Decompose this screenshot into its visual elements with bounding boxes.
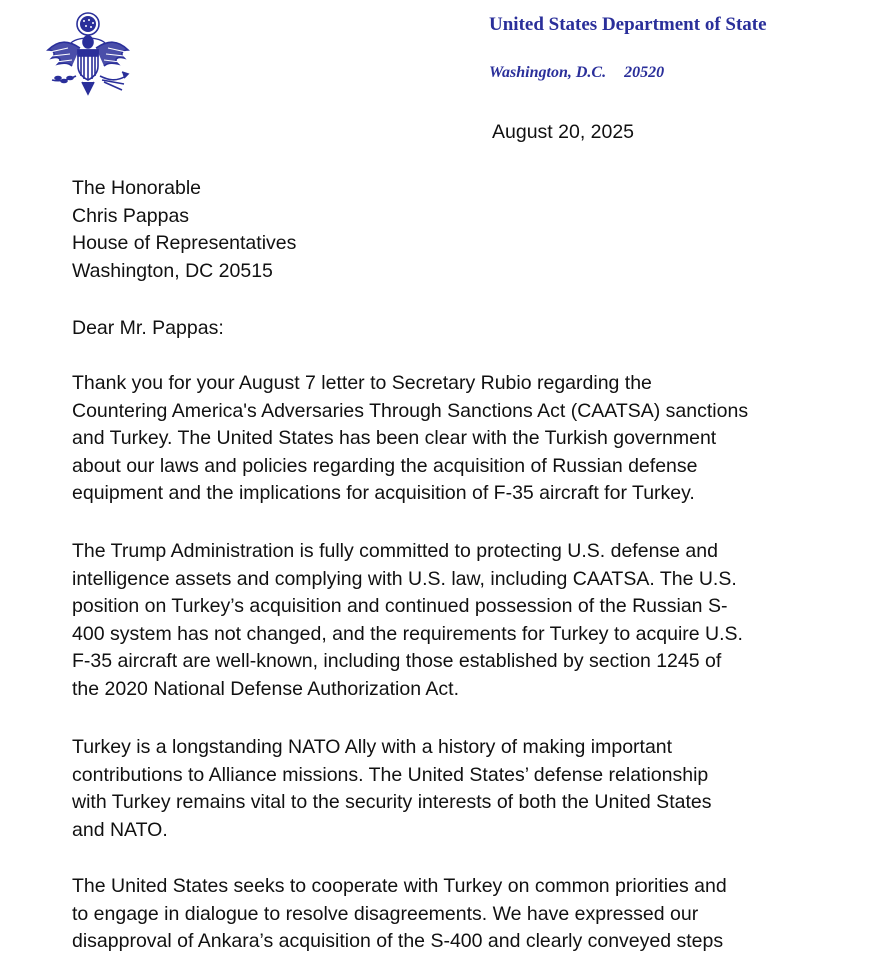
paragraph-line: equipment and the implications for acquisition of F-35 aircraft for Turkey. [72,482,695,504]
recipient-address [72,175,862,285]
paragraph-line: with Turkey remains vital to the security interests of both the United States [72,791,712,813]
letter-date: August 20, 2025 [492,121,635,143]
paragraph-line: F-35 aircraft are well-known, including those established by section 1245 of [72,650,722,672]
recipient-line: House of Representatives [72,232,297,254]
paragraph-4 [72,873,862,956]
letterhead-address [489,64,664,82]
paragraph-line: Turkey is a longstanding NATO Ally with a history of making important [72,736,673,758]
paragraph-1 [72,370,862,508]
paragraph-line: The Trump Administration is fully committed to protecting U.S. defense and [72,540,718,562]
paragraph-line: to engage in dialogue to resolve disagreements. We have expressed our [72,902,699,925]
salutation: Dear Mr. Pappas: [72,317,224,339]
paragraph-3 [72,734,862,844]
paragraph-line: contributions to Alliance missions. The United States’ defense relationship [72,763,709,786]
letterhead-city: Washington, D.C. [489,64,607,81]
paragraph-line: disapproval of Ankara’s acquisition of the S-400 and clearly conveyed steps [72,930,724,952]
paragraph-2 [72,538,862,703]
paragraph-line: Countering America's Adversaries Through Sanctions Act (CAATSA) sanctions [72,399,749,422]
paragraph-line: 400 system has not changed, and the requirements for Turkey to acquire U.S. [72,622,743,645]
recipient-line: Washington, DC 20515 [72,259,273,282]
great-seal-eagle-icon [42,10,134,98]
paragraph-line: position on Turkey’s acquisition and continued possession of the Russian S- [72,595,728,617]
paragraph-line: intelligence assets and complying with U.S. law, including CAATSA. The U.S. [72,567,737,590]
paragraph-line: about our laws and policies regarding the acquisition of Russian defense [72,454,698,477]
paragraph-line: The United States seeks to cooperate with Turkey on common priorities and [72,875,727,897]
letterhead-zip: 20520 [624,64,665,81]
paragraph-line: and NATO. [72,818,168,841]
recipient-line: The Honorable [72,177,201,199]
recipient-line: Chris Pappas [72,204,190,227]
letterhead-department-name: United States Department of State [489,14,767,35]
paragraph-line: the 2020 National Defense Authorization Act. [72,677,460,700]
paragraph-line: and Turkey. The United States has been clear with the Turkish government [72,427,717,449]
paragraph-line: Thank you for your August 7 letter to Secretary Rubio regarding the [72,372,652,394]
